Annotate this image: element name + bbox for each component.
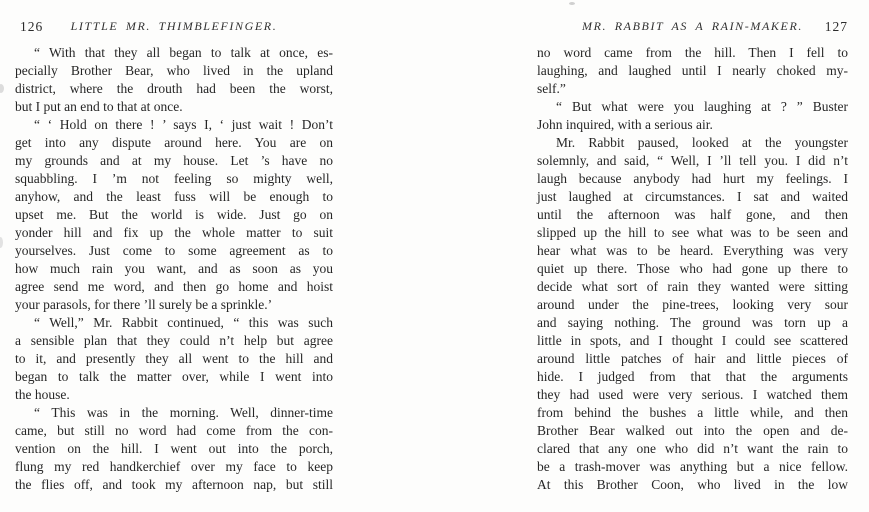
text-line: from behind the bushes a little while, and then (537, 405, 848, 420)
paragraph (537, 134, 848, 494)
text-line: my grounds and at my house. Let ’s have no (15, 153, 333, 168)
scan-smudge (0, 237, 3, 248)
paragraph (15, 44, 333, 116)
paragraph (15, 116, 333, 314)
text-line: to it, and presently they all went to the hill and (15, 351, 333, 366)
text-line: your parasols, for there ’ll surely be a sprinkle.’ (15, 297, 273, 312)
text-line: self.” (537, 81, 566, 96)
text-line: little in spots, and I thought I could see scattered (537, 333, 848, 348)
left-page-body (15, 44, 333, 494)
text-line: At this Brother Coon, who lived in the low (537, 477, 848, 492)
text-line: flung my red handkerchief over my face to keep (15, 459, 333, 474)
text-line: Brother Bear walked out into the open and de- (537, 423, 848, 438)
text-line: laughing, and laughed until I nearly choked my- (537, 63, 848, 78)
text-line: Mr. Rabbit paused, looked at the youngster (556, 135, 848, 150)
text-line: the flies off, and took my afternoon nap, but still (15, 477, 333, 492)
text-line: around little patches of hair and little pieces of (537, 351, 848, 366)
text-line: around under the pine-trees, looking very sour (537, 297, 848, 312)
text-line: squabbling. I ’m not feeling so mighty well, (15, 171, 333, 186)
text-line: a sensible plan that they could n’t help but agree (15, 333, 333, 348)
text-line: district, where the drouth had been the worst, (15, 81, 333, 96)
text-line: no word came from the hill. Then I fell to (537, 45, 848, 60)
text-line: the house. (15, 387, 70, 402)
text-line: “ With that they all began to talk at once, es- (34, 45, 333, 60)
text-line: hide. I judged from that that the arguments (537, 369, 848, 384)
text-line: they had used were very serious. I watched them (537, 387, 848, 402)
text-line: quiet up there. Those who had gone up there to (537, 261, 848, 276)
paragraph (537, 44, 848, 98)
right-running-title: MR. RABBIT AS A RAIN-MAKER. (582, 19, 803, 33)
text-line: “ ‘ Hold on there ! ’ says I, ‘ just wait ! Don’t (34, 117, 333, 132)
text-line: laugh because anybody had hurt my feelings. I (537, 171, 848, 186)
text-line: get into any dispute around here. You are on (15, 135, 333, 150)
paragraph (15, 404, 333, 494)
right-page-number: 127 (824, 19, 848, 34)
text-line: began to talk the matter over, while I went into (15, 369, 333, 384)
text-line: vention on the hill. I went out into the porch, (15, 441, 333, 456)
scan-smudge (0, 84, 4, 93)
text-line: slipped up the hill to see what was to be seen and (537, 225, 848, 240)
text-line: hear what was to be heard. Everything was very (537, 243, 848, 258)
text-line: “ But what were you laughing at ? ” Buster (556, 99, 848, 114)
left-page-number: 126 (20, 19, 44, 34)
text-line: pecially Brother Bear, who lived in the upland (15, 63, 333, 78)
text-line: yourselves. Just come to some agreement as to (15, 243, 333, 258)
text-line: solemnly, and said, “ Well, I ’ll tell you. I did n’t (537, 153, 848, 168)
text-line: anyhow, and the least fuss will be enough to (15, 189, 333, 204)
text-line: be a trash-mover was anything but a nice fellow. (537, 459, 848, 474)
text-line: “ This was in the morning. Well, dinner-time (34, 405, 333, 420)
text-line: came, but still no word had come from the con- (15, 423, 333, 438)
text-line: upset me. But the world is wide. Just go on (15, 207, 333, 222)
text-line: clared that any one who did n’t want the rain to (537, 441, 848, 456)
text-line: until the afternoon was half gone, and then (537, 207, 848, 222)
paragraph (15, 314, 333, 404)
text-line: but I put an end to that at once. (15, 99, 183, 114)
left-page-header (15, 19, 333, 35)
scan-speck (569, 2, 575, 5)
text-line: yonder hill and fix up the whole matter to suit (15, 225, 333, 240)
text-line: “ Well,” Mr. Rabbit continued, “ this was such (34, 315, 333, 330)
text-line: how much rain you want, and as soon as you (15, 261, 333, 276)
text-line: decide what sort of rain they wanted were sitting (537, 279, 848, 294)
text-line: John inquired, with a serious air. (537, 117, 713, 132)
text-line: just laughed at circumstances. I sat and waited (537, 189, 848, 204)
text-line: agree send me word, and then go home and hoist (15, 279, 333, 294)
paragraph (537, 98, 848, 134)
left-running-title: LITTLE MR. THIMBLEFINGER. (70, 19, 278, 33)
right-page-header (537, 19, 848, 35)
right-page-body (537, 44, 848, 494)
text-line: and saying nothing. The ground was torn up a (537, 315, 848, 330)
